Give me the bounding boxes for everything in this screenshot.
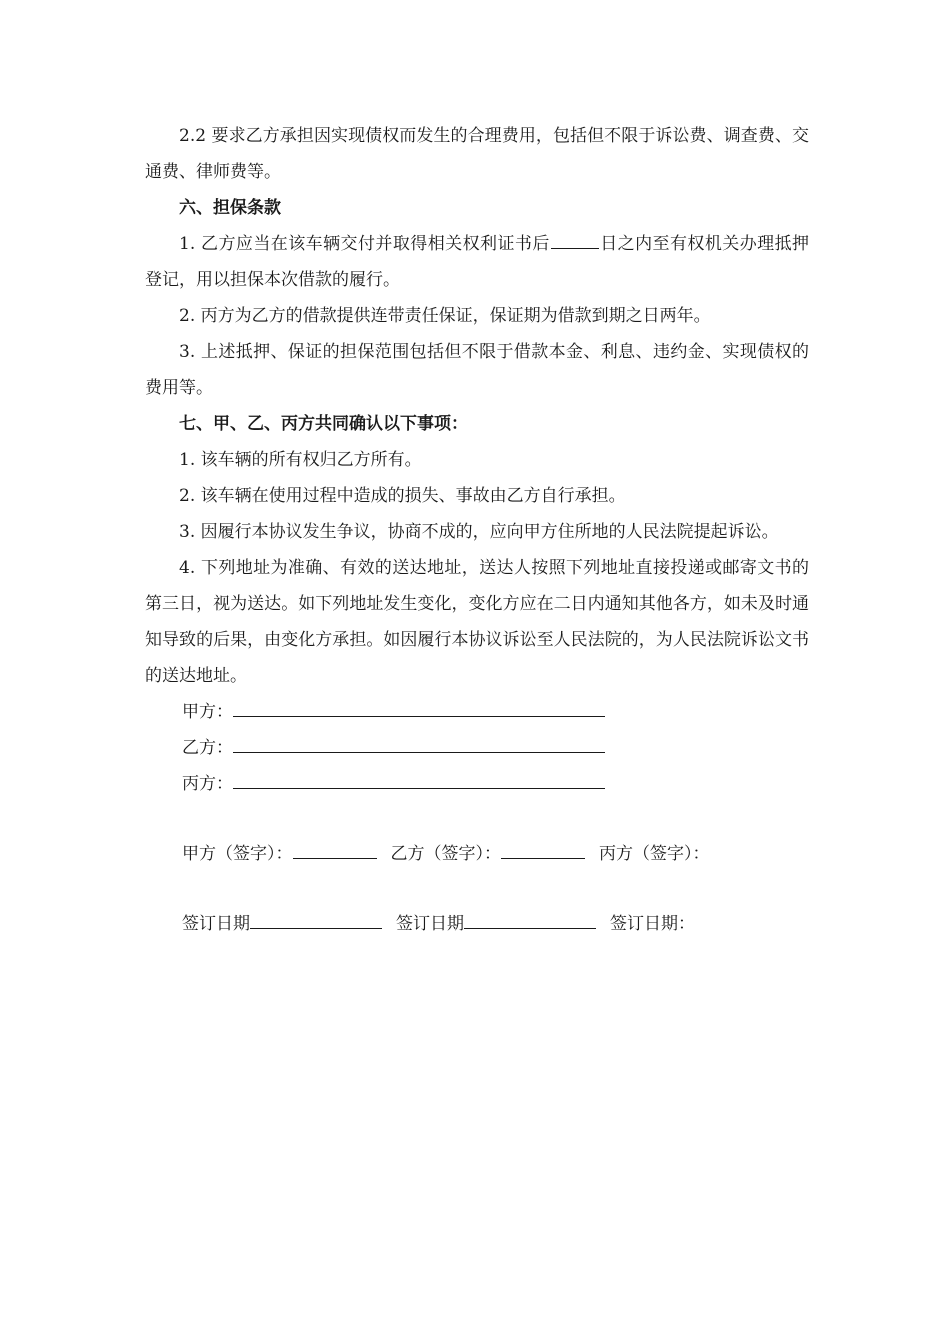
address-line-party-c[interactable] (233, 766, 605, 789)
address-line-party-b[interactable] (233, 730, 605, 753)
spacer (145, 872, 809, 906)
signature-line-party-a[interactable] (293, 836, 377, 859)
signature-label-party-c: 丙方（签字）： (599, 844, 710, 864)
date-row (145, 906, 809, 942)
clause-7-4: 4. 下列地址为准确、有效的送达地址，送达人按照下列地址直接投递或邮寄文书的第三日，视为送达。如下列地址发生变化，变化方应在二日内通知其他各方，如未及时通知导致的后果，由变化方承担。如因履行本协议诉讼至人民法院的，为人民法院诉讼文书的送达地址。 (145, 558, 809, 686)
address-label-party-c: 丙方： (182, 774, 233, 794)
clause-6-1-before: 1. 乙方应当在该车辆交付并取得相关权利证书后 (179, 234, 550, 254)
signature-label-party-a: 甲方（签字）： (182, 844, 293, 864)
spacer (145, 802, 809, 836)
address-line-party-a[interactable] (233, 694, 605, 717)
clause-6-1-after: 日之内至有权机关办理抵押登记，用以担保本次借款的履行。 (145, 234, 810, 290)
address-row-party-a (145, 694, 809, 730)
clause-7-2: 2. 该车辆在使用过程中造成的损失、事故由乙方自行承担。 (179, 486, 626, 506)
date-label-1: 签订日期 (182, 914, 250, 934)
section-7-heading: 七、甲、乙、丙方共同确认以下事项： (179, 414, 468, 434)
clause-6-3: 3. 上述抵押、保证的担保范围包括但不限于借款本金、利息、违约金、实现债权的费用等。 (145, 342, 809, 398)
section-6-heading: 六、担保条款 (179, 198, 281, 218)
days-blank (551, 226, 599, 249)
clause-2-2: 2.2 要求乙方承担因实现债权而发生的合理费用，包括但不限于诉讼费、调查费、交通费、律师费等。 (145, 126, 809, 182)
date-label-2: 签订日期 (396, 914, 464, 934)
address-row-party-c (145, 766, 809, 802)
clause-6-2: 2. 丙方为乙方的借款提供连带责任保证，保证期为借款到期之日两年。 (179, 306, 711, 326)
address-label-party-b: 乙方： (182, 738, 233, 758)
document-page (145, 118, 809, 942)
clause-7-1: 1. 该车辆的所有权归乙方所有。 (179, 450, 422, 470)
date-label-3: 签订日期： (610, 914, 695, 934)
signature-line-party-b[interactable] (501, 836, 585, 859)
signature-row (145, 836, 809, 872)
signature-label-party-b: 乙方（签字）： (390, 844, 501, 864)
date-line-1[interactable] (250, 906, 382, 929)
address-label-party-a: 甲方： (182, 702, 233, 722)
clause-7-3: 3. 因履行本协议发生争议，协商不成的，应向甲方住所地的人民法院提起诉讼。 (179, 522, 779, 542)
clause-6-1 (145, 226, 809, 298)
date-line-2[interactable] (464, 906, 596, 929)
address-row-party-b (145, 730, 809, 766)
